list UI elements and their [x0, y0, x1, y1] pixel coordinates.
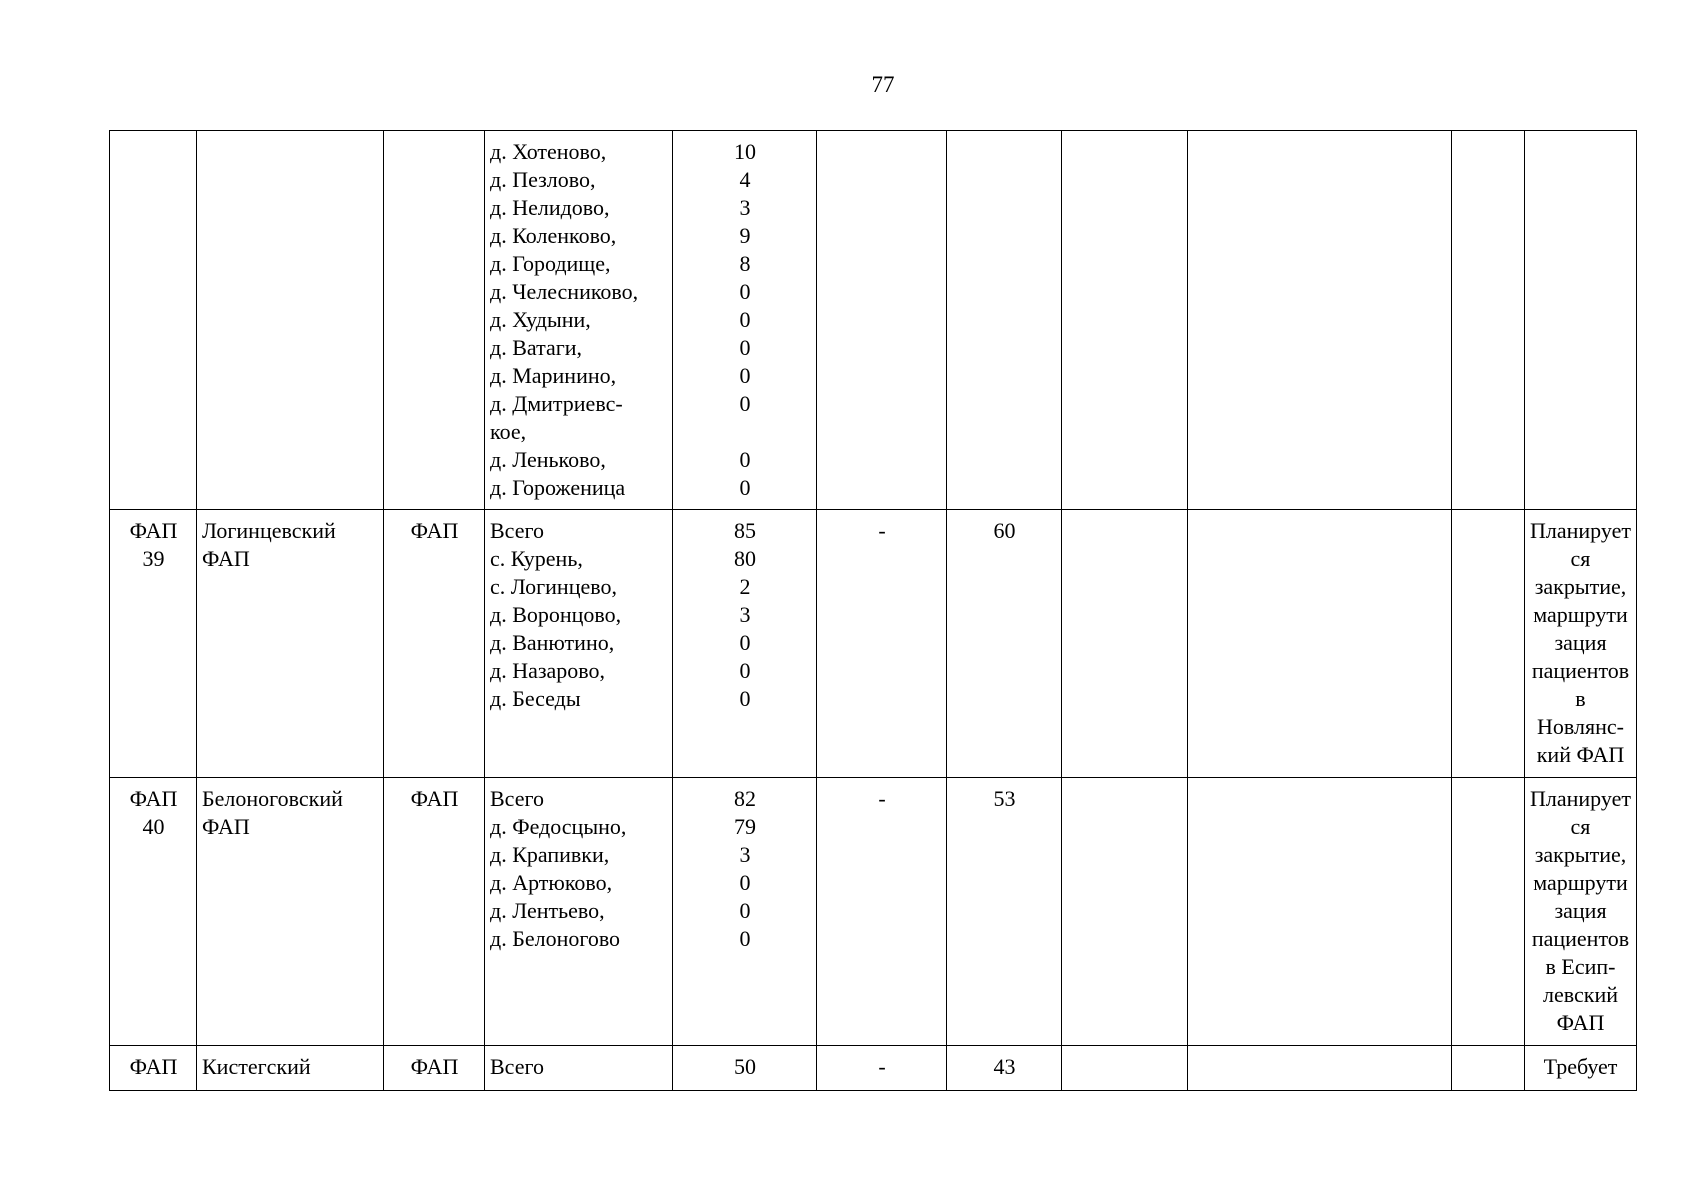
settlement-line: кое,: [490, 419, 527, 444]
settlement-line: Всего: [490, 786, 544, 811]
page-number: 77: [871, 72, 895, 97]
empty-cell: [1452, 510, 1525, 778]
col6-cell: -: [817, 510, 947, 778]
settlement-line: д. Назарово,: [490, 658, 606, 683]
population-line: 0: [739, 926, 751, 951]
settlement-line: д. Ватаги,: [490, 335, 583, 360]
name-cell: Белоноговский ФАП: [197, 778, 384, 1046]
col6-cell: -: [817, 1046, 947, 1091]
type-cell: ФАП: [384, 510, 485, 778]
population-line: 0: [739, 279, 751, 304]
empty-cell: [1062, 778, 1188, 1046]
settlement-line: д. Дмитриевс-: [490, 391, 623, 416]
population-line: 80: [734, 546, 756, 571]
population-cell: [673, 1046, 817, 1091]
code-cell: ФАП 40: [110, 778, 197, 1046]
settlement-line: д. Хотеново,: [490, 139, 607, 164]
settlements-cell: [485, 1046, 673, 1091]
settlement-line: д. Артюково,: [490, 870, 613, 895]
col6-cell: -: [817, 778, 947, 1046]
name-cell: [197, 131, 384, 510]
table-row: [110, 510, 1637, 778]
settlement-line: Всего: [490, 1054, 544, 1079]
settlement-line: д. Пезлово,: [490, 167, 596, 192]
note-cell: Планирует ся закрытие, маршрути зация пациентов в Есип- левский ФАП: [1525, 778, 1637, 1046]
empty-cell: [1452, 1046, 1525, 1091]
settlement-line: д. Маринино,: [490, 363, 617, 388]
col7-cell: 60: [947, 510, 1062, 778]
settlement-line: д. Воронцово,: [490, 602, 622, 627]
settlement-line: Всего: [490, 518, 544, 543]
population-cell: [673, 510, 817, 778]
settlement-line: д. Нелидово,: [490, 195, 610, 220]
settlement-line: с. Логинцево,: [490, 574, 617, 599]
population-line: 3: [739, 602, 751, 627]
empty-cell: [1188, 510, 1452, 778]
settlements-cell: [485, 778, 673, 1046]
population-line: 0: [739, 475, 751, 500]
population-line: 3: [739, 842, 751, 867]
table-row: [110, 778, 1637, 1046]
population-line: 0: [739, 307, 751, 332]
empty-cell: [1188, 131, 1452, 510]
population-line: 0: [739, 391, 751, 416]
population-line: 0: [739, 335, 751, 360]
population-cell: [673, 131, 817, 510]
type-cell: ФАП: [384, 1046, 485, 1091]
empty-cell: [1452, 778, 1525, 1046]
population-line: 9: [739, 223, 751, 248]
population-line: 0: [739, 898, 751, 923]
table-row: [110, 131, 1637, 510]
population-line: 8: [739, 251, 751, 276]
note-cell: Требует: [1525, 1046, 1637, 1091]
population-line: 50: [734, 1054, 756, 1079]
settlement-line: д. Крапивки,: [490, 842, 610, 867]
population-line: 0: [739, 363, 751, 388]
population-cell: [673, 778, 817, 1046]
settlement-line: д. Коленково,: [490, 223, 617, 248]
population-line: 0: [739, 447, 751, 472]
settlements-cell: [485, 510, 673, 778]
table-row: [110, 1046, 1637, 1091]
empty-cell: [1062, 131, 1188, 510]
settlements-cell: [485, 131, 673, 510]
name-cell: Кистегский: [197, 1046, 384, 1091]
population-line: 0: [739, 658, 751, 683]
note-cell: [1525, 131, 1637, 510]
population-line: 82: [734, 786, 756, 811]
settlement-line: д. Беседы: [490, 686, 581, 711]
type-cell: [384, 131, 485, 510]
population-line: 2: [739, 574, 751, 599]
col7-cell: 43: [947, 1046, 1062, 1091]
population-line: 0: [739, 870, 751, 895]
code-cell: ФАП: [110, 1046, 197, 1091]
settlement-line: д. Леньково,: [490, 447, 606, 472]
population-line: 79: [734, 814, 756, 839]
note-cell: Планирует ся закрытие, маршрути зация пациентов в Новлянс- кий ФАП: [1525, 510, 1637, 778]
settlement-line: д. Челесниково,: [490, 279, 639, 304]
empty-cell: [1188, 778, 1452, 1046]
empty-cell: [1452, 131, 1525, 510]
empty-cell: [1062, 510, 1188, 778]
col7-cell: [947, 131, 1062, 510]
facility-table: [109, 130, 1637, 1091]
population-line: 0: [739, 630, 751, 655]
population-line: 4: [739, 167, 751, 192]
settlement-line: д. Ванютино,: [490, 630, 615, 655]
empty-cell: [1062, 1046, 1188, 1091]
settlement-line: д. Лентьево,: [490, 898, 605, 923]
code-cell: [110, 131, 197, 510]
settlement-line: д. Худыни,: [490, 307, 591, 332]
settlement-line: д. Федосцыно,: [490, 814, 627, 839]
settlement-line: д. Городище,: [490, 251, 611, 276]
empty-cell: [1188, 1046, 1452, 1091]
code-cell: ФАП 39: [110, 510, 197, 778]
type-cell: ФАП: [384, 778, 485, 1046]
col7-cell: 53: [947, 778, 1062, 1046]
population-line: 10: [734, 139, 756, 164]
settlement-line: д. Белоногово: [490, 926, 621, 951]
settlement-line: д. Гороженица: [490, 475, 626, 500]
name-cell: Логинцевский ФАП: [197, 510, 384, 778]
settlement-line: с. Курень,: [490, 546, 583, 571]
population-line: 85: [734, 518, 756, 543]
col6-cell: [817, 131, 947, 510]
population-line: 3: [739, 195, 751, 220]
population-line: [678, 418, 812, 446]
population-line: 0: [739, 686, 751, 711]
